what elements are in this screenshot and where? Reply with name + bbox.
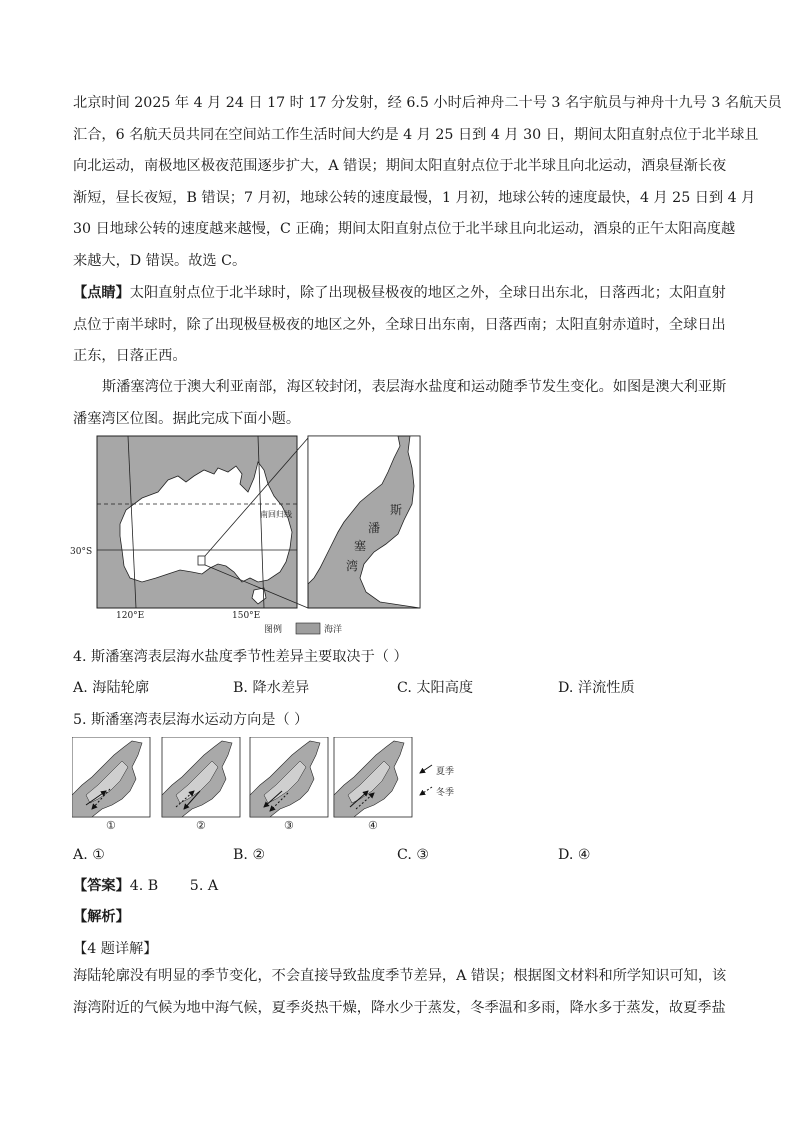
key-point-tag: 【点睛】 [73,285,130,301]
answer-text: 4. B 5. A [129,878,219,894]
detail-paragraph [73,961,727,1024]
text-line: 汇合，6 名航天员共同在空间站工作生活时间大约是 4 月 25 日到 4 月 30 日，期间太阳直射点位于北半球且 [73,126,759,143]
text-line [73,278,726,310]
question-intro [73,372,727,435]
option-panel-3 [250,737,328,832]
question-5-option-b[interactable]: B. ② [233,847,266,863]
winter-arrow-icon [420,787,432,795]
bay-name-char: 湾 [346,559,359,573]
answer-line [73,876,218,896]
summer-arrow-icon [420,765,432,773]
longitude-label: 120°E [116,611,145,621]
text-line: 潘塞湾区位图。据此完成下面小题。 [73,410,301,427]
season-legend [420,765,454,798]
option-panel-4 [334,737,412,832]
question-5-option-a[interactable]: A. ① [73,847,105,863]
bay-name-char: 塞 [354,539,367,553]
question-4-stem: 4. 斯潘塞湾表层海水盐度季节性差异主要取决于（ ） [73,649,408,665]
tropic-label: 南回归线 [260,510,292,519]
text-line: 海陆轮廓没有明显的季节变化，不会直接导致盐度季节差异，A 错误；根据图文材料和所学知识可知，该 [73,968,727,984]
option-panel-1 [72,737,150,832]
panel-label: ① [106,819,116,832]
text-line: 点位于南半球时，除了出现极昼极夜的地区之外，全球日出东南，日落西南；太阳直射赤道时，全球日出 [73,316,726,333]
panel-label: ② [196,819,206,832]
bay-name-char: 斯 [390,503,403,517]
detail-tag: 【4 题详解】 [73,941,158,957]
question-5-stem: 5. 斯潘塞湾表层海水运动方向是（ ） [73,712,309,728]
latitude-label: 30°S [70,547,93,557]
panel-label: ④ [368,819,378,832]
key-point-text: 太阳直射点位于北半球时，除了出现极昼极夜的地区之外，全球日出东北，日落西北；太阳直射 [129,285,726,301]
legend-ocean-label: 海洋 [324,625,343,635]
text-line: 斯潘塞湾位于澳大利亚南部，海区较封闭，表层海水盐度和运动随季节发生变化。如图是澳大利亚斯 [102,379,727,395]
option-panel-2 [162,737,240,832]
question-4-option-c[interactable]: C. 太阳高度 [397,680,474,696]
legend-title: 图例 [264,625,283,635]
question-5-option-c[interactable]: C. ③ [397,847,430,863]
panel-label: ③ [284,819,294,832]
location-map-figure [68,432,428,640]
text-line: 30 日地球公转的速度越来越慢，C 正确；期间太阳直射点位于北半球且向北运动，酒泉的正午太阳高度越 [73,221,736,237]
longitude-label: 150°E [232,611,261,621]
text-line: 北京时间 2025 年 4 月 24 日 17 时 17 分发射，经 6.5 小时后神舟二十号 3 名宇航员与神舟十九号 3 名航天员 [73,95,782,111]
text-line: 正东，日落正西。 [73,348,187,364]
analysis-tag: 【解析】 [73,909,130,925]
summer-label: 夏季 [436,767,455,777]
explanation-paragraph [73,88,782,277]
question-4-option-a[interactable]: A. 海陆轮廓 [73,680,150,696]
answer-tag: 【答案】 [73,878,130,894]
bay-name-char: 潘 [368,521,381,535]
legend-ocean-swatch [296,623,320,634]
question-5-option-d[interactable]: D. ④ [558,847,591,863]
flow-direction-figure [72,737,472,833]
text-line: 向北运动，南极地区极夜范围逐步扩大，A 错误；期间太阳直射点位于北半球且向北运动，酒泉昼渐长夜 [73,158,727,174]
winter-label: 冬季 [436,788,455,798]
text-line: 来越大，D 错误。故选 C。 [73,252,247,269]
question-4-option-b[interactable]: B. 降水差异 [233,680,310,696]
text-line: 渐短，昼长夜短，B 错误；7 月初，地球公转的速度最慢，1 月初，地球公转的速度最快，4 月 25 日到 4 月 [73,189,756,206]
key-point-paragraph [73,278,726,373]
question-4-option-d[interactable]: D. 洋流性质 [558,680,635,696]
text-line: 海湾附近的气候为地中海气候，夏季炎热干燥，降水少于蒸发，冬季温和多雨，降水多于蒸发，故夏季盐 [73,999,726,1016]
